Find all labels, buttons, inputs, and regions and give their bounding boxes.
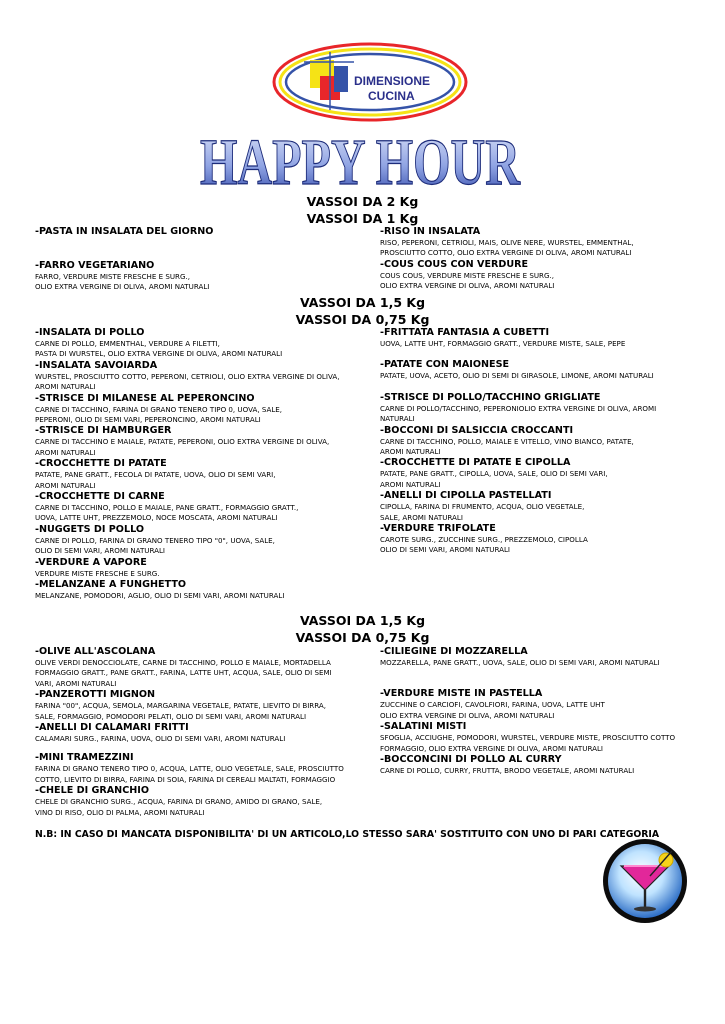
menu-item bbox=[380, 425, 710, 458]
item-desc: WURSTEL, PROSCIUTTO COTTO, PEPERONI, CETRIOLI, OLIO EXTRA VERGINE DI OLIVA, bbox=[35, 371, 340, 381]
menu-item bbox=[35, 785, 365, 818]
item-desc: VARI, AROMI NATURALI bbox=[35, 678, 117, 688]
section2-heading-1: VASSOI DA 1,5 Kg bbox=[299, 295, 426, 310]
item-title: -FRITTATA FANTASIA A CUBETTI bbox=[380, 327, 550, 338]
happy-hour-text: HAPPY HOUR bbox=[200, 126, 521, 197]
item-desc: OLIO EXTRA VERGINE DI OLIVA, AROMI NATURALI bbox=[380, 281, 555, 291]
item-desc: CALAMARI SURG., FARINA, UOVA, OLIO DI SEMI VARI, AROMI NATURALI bbox=[35, 734, 286, 744]
item-desc: ZUCCHINE O CARCIOFI, CAVOLFIORI, FARINA, UOVA, LATTE UHT bbox=[380, 700, 605, 710]
dimensione-cucina-logo bbox=[270, 40, 470, 125]
menu-item bbox=[380, 688, 710, 721]
item-desc: OLIO DI SEMI VARI, AROMI NATURALI bbox=[380, 545, 511, 555]
section3-heading-1: VASSOI DA 1,5 Kg bbox=[299, 613, 426, 628]
menu-item bbox=[380, 646, 710, 668]
item-title: -INSALATA DI POLLO bbox=[35, 327, 145, 338]
item-desc: CAROTE SURG., ZUCCHINE SURG., PREZZEMOLO, CIPOLLA bbox=[380, 535, 588, 545]
section3-heading-2: VASSOI DA 0,75 Kg bbox=[295, 630, 430, 645]
item-desc: CARNE DI TACCHINO E MAIALE, PATATE, PEPERONI, OLIO EXTRA VERGINE DI OLIVA, bbox=[35, 437, 330, 447]
menu-item bbox=[380, 523, 710, 556]
menu-item bbox=[35, 524, 365, 557]
item-desc: UOVA, LATTE UHT, PREZZEMOLO, NOCE MOSCATA, AROMI NATURALI bbox=[35, 513, 278, 523]
item-title: -BOCCONCINI DI POLLO AL CURRY bbox=[380, 754, 562, 766]
item-desc: UOVA, LATTE UHT, FORMAGGIO GRATT., VERDURE MISTE, SALE, PEPE bbox=[380, 339, 626, 348]
item-title: -VERDURE MISTE IN PASTELLA bbox=[380, 688, 543, 700]
menu-item bbox=[380, 754, 710, 776]
item-desc: FARINA DI GRANO TENERO TIPO 0, ACQUA, LATTE, OLIO VEGETALE, SALE, PROSCIUTTO bbox=[35, 764, 344, 774]
section2-left-column bbox=[35, 327, 365, 602]
item-title: -CROCCHETTE DI CARNE bbox=[35, 491, 165, 503]
menu-item bbox=[35, 689, 365, 722]
section1-right-column bbox=[380, 226, 710, 292]
brand-line1: DIMENSIONE bbox=[354, 74, 431, 88]
menu-item bbox=[380, 359, 710, 381]
item-title: -STRISCE DI POLLO/TACCHINO GRIGLIATE bbox=[380, 391, 601, 403]
item-desc: AROMI NATURALI bbox=[380, 447, 441, 457]
item-desc: AROMI NATURALI bbox=[35, 480, 96, 490]
item-title: -SALATINI MISTI bbox=[380, 721, 467, 733]
item-title: -STRISCE DI HAMBURGER bbox=[35, 425, 172, 437]
section1-heading-1: VASSOI DA 2 Kg bbox=[306, 194, 419, 209]
item-desc: CARNE DI POLLO, FARINA DI GRANO TENERO TIPO "0", UOVA, SALE, bbox=[35, 535, 275, 545]
item-title: -ANELLI DI CIPOLLA PASTELLATI bbox=[380, 490, 552, 502]
item-desc: OLIO DI SEMI VARI, AROMI NATURALI bbox=[35, 546, 166, 556]
menu-item bbox=[380, 457, 710, 490]
item-desc: OLIO EXTRA VERGINE DI OLIVA, AROMI NATURALI bbox=[380, 710, 555, 720]
item-title: -PASTA IN INSALATA DEL GIORNO bbox=[35, 226, 214, 237]
item-desc: CARNE DI TACCHINO, POLLO, MAIALE E VITELLO, VINO BIANCO, PATATE, bbox=[380, 436, 634, 446]
availability-note: N.B: IN CASO DI MANCATA DISPONIBILITA' DI UN ARTICOLO,LO STESSO SARA' SOSTITUITO CON UNO DI PARI CATEGORIA bbox=[35, 829, 660, 840]
item-desc: FORMAGGIO GRATT., PANE GRATT., FARINA, LATTE UHT, ACQUA, SALE, OLIO DI SEMI bbox=[35, 668, 332, 678]
menu-item bbox=[35, 491, 365, 524]
item-desc: OLIVE VERDI DENOCCIOLATE, CARNE DI TACCHINO, POLLO E MAIALE, MORTADELLA bbox=[35, 658, 331, 667]
item-title: -FARRO VEGETARIANO bbox=[35, 260, 155, 271]
item-desc: CARNE DI POLLO/TACCHINO, PEPERONIOLIO EXTRA VERGINE DI OLIVA, AROMI bbox=[380, 403, 657, 413]
section1-left-column bbox=[35, 226, 365, 293]
item-title: -NUGGETS DI POLLO bbox=[35, 523, 144, 535]
menu-item bbox=[35, 579, 365, 601]
item-title: -CROCCHETTE DI PATATE E CIPOLLA bbox=[380, 457, 571, 469]
item-desc: PEPERONI, OLIO DI SEMI VARI, PEPERONCINO, AROMI NATURALI bbox=[35, 415, 261, 425]
item-desc: PATATE, PANE GRATT., CIPOLLA, UOVA, SALE, OLIO DI SEMI VARI, bbox=[380, 469, 608, 479]
item-title: -MELANZANE A FUNGHETTO bbox=[35, 579, 187, 591]
item-desc: PATATE, UOVA, ACETO, OLIO DI SEMI DI GIRASOLE, LIMONE, AROMI NATURALI bbox=[380, 371, 654, 381]
item-desc: AROMI NATURALI bbox=[380, 479, 441, 489]
menu-item bbox=[35, 646, 365, 689]
item-desc: FORMAGGIO, OLIO EXTRA VERGINE DI OLIVA, AROMI NATURALI bbox=[380, 743, 603, 753]
menu-item bbox=[35, 393, 365, 426]
menu-item bbox=[380, 721, 710, 754]
item-title: -VERDURE TRIFOLATE bbox=[380, 523, 496, 535]
item-desc: PROSCIUTTO COTTO, OLIO EXTRA VERGINE DI OLIVA, AROMI NATURALI bbox=[380, 248, 632, 258]
item-title: -PATATE CON MAIONESE bbox=[380, 359, 510, 371]
item-desc: CARNE DI POLLO, CURRY, FRUTTA, BRODO VEGETALE, AROMI NATURALI bbox=[380, 766, 635, 776]
menu-item bbox=[35, 722, 365, 744]
section2-right-column bbox=[380, 327, 710, 556]
item-desc: COUS COUS, VERDURE MISTE FRESCHE E SURG., bbox=[380, 270, 554, 280]
item-desc: AROMI NATURALI bbox=[35, 447, 96, 457]
section1-heading-2: VASSOI DA 1 Kg bbox=[306, 211, 419, 226]
item-desc: MOZZARELLA, PANE GRATT., UOVA, SALE, OLIO DI SEMI VARI, AROMI NATURALI bbox=[380, 658, 660, 667]
menu-item bbox=[35, 557, 365, 579]
section3-right-column bbox=[380, 646, 710, 776]
item-desc: AROMI NATURALI bbox=[35, 382, 96, 392]
item-title: -COUS COUS CON VERDURE bbox=[380, 258, 529, 270]
item-title: -VERDURE A VAPORE bbox=[35, 556, 147, 568]
item-desc: PASTA DI WURSTEL, OLIO EXTRA VERGINE DI OLIVA, AROMI NATURALI bbox=[35, 349, 283, 359]
item-title: -STRISCE DI MILANESE AL PEPERONCINO bbox=[35, 392, 255, 404]
item-title: -ANELLI DI CALAMARI FRITTI bbox=[35, 722, 189, 734]
item-desc: CIPOLLA, FARINA DI FRUMENTO, ACQUA, OLIO VEGETALE, bbox=[380, 502, 585, 512]
menu-item bbox=[35, 360, 365, 393]
item-desc: FARRO, VERDURE MISTE FRESCHE E SURG., bbox=[35, 272, 190, 281]
menu-item bbox=[35, 327, 365, 360]
menu-item bbox=[35, 226, 365, 238]
item-desc: SALE, FORMAGGIO, POMODORI PELATI, OLIO DI SEMI VARI, AROMI NATURALI bbox=[35, 711, 307, 721]
cocktail-icon bbox=[600, 836, 690, 926]
item-title: -CILIEGINE DI MOZZARELLA bbox=[380, 646, 528, 657]
item-desc: VERDURE MISTE FRESCHE E SURG. bbox=[35, 568, 160, 578]
menu-item bbox=[35, 458, 365, 491]
item-title: -BOCCONI DI SALSICCIA CROCCANTI bbox=[380, 424, 574, 436]
item-title: -MINI TRAMEZZINI bbox=[35, 752, 134, 764]
item-desc: CHELE DI GRANCHIO SURG., ACQUA, FARINA DI GRANO, AMIDO DI GRANO, SALE, bbox=[35, 797, 323, 807]
item-desc: PATATE, PANE GRATT., FECOLA DI PATATE, UOVA, OLIO DI SEMI VARI, bbox=[35, 470, 276, 480]
item-desc: VINO DI RISO, OLIO DI PALMA, AROMI NATURALI bbox=[35, 807, 205, 817]
item-desc: RISO, PEPERONI, CETRIOLI, MAIS, OLIVE NERE, WURSTEL, EMMENTHAL, bbox=[380, 238, 634, 247]
menu-item bbox=[380, 490, 710, 523]
section3-left-column bbox=[35, 646, 365, 818]
item-desc: CARNE DI TACCHINO, POLLO E MAIALE, PANE GRATT., FORMAGGIO GRATT., bbox=[35, 503, 299, 513]
item-title: -CHELE DI GRANCHIO bbox=[35, 785, 149, 797]
menu-item bbox=[35, 752, 365, 785]
item-title: -RISO IN INSALATA bbox=[380, 226, 481, 237]
menu-item bbox=[380, 392, 710, 425]
happy-hour-title bbox=[195, 122, 525, 197]
brand-line2: CUCINA bbox=[368, 89, 415, 103]
item-desc: SFOGLIA, ACCIUGHE, POMODORI, WURSTEL, VERDURE MISTE, PROSCIUTTO COTTO bbox=[380, 733, 676, 743]
item-desc: SALE, AROMI NATURALI bbox=[380, 512, 463, 522]
item-desc: CARNE DI POLLO, EMMENTHAL, VERDURE A FILETTI, bbox=[35, 339, 220, 348]
item-title: -PANZEROTTI MIGNON bbox=[35, 689, 156, 701]
item-desc: FARINA "00", ACQUA, SEMOLA, MARGARINA VEGETALE, PATATE, LIEVITO DI BIRRA, bbox=[35, 701, 326, 711]
menu-item bbox=[380, 327, 710, 349]
menu-item bbox=[380, 259, 710, 292]
menu-item bbox=[35, 260, 365, 293]
item-desc: NATURALI bbox=[380, 414, 415, 424]
item-title: -INSALATA SAVOIARDA bbox=[35, 359, 158, 371]
item-desc: CARNE DI TACCHINO, FARINA DI GRANO TENERO TIPO 0, UOVA, SALE, bbox=[35, 404, 283, 414]
item-desc: MELANZANE, POMODORI, AGLIO, OLIO DI SEMI VARI, AROMI NATURALI bbox=[35, 591, 285, 601]
menu-item bbox=[35, 425, 365, 458]
item-title: -OLIVE ALL'ASCOLANA bbox=[35, 646, 156, 657]
menu-item bbox=[380, 226, 710, 259]
item-title: -CROCCHETTE DI PATATE bbox=[35, 458, 167, 470]
section2-heading-2: VASSOI DA 0,75 Kg bbox=[295, 312, 430, 327]
item-desc: COTTO, LIEVITO DI BIRRA, FARINA DI SOIA, FARINA DI CEREALI MALTATI, FORMAGGIO bbox=[35, 774, 336, 784]
item-desc: OLIO EXTRA VERGINE DI OLIVA, AROMI NATURALI bbox=[35, 282, 210, 292]
